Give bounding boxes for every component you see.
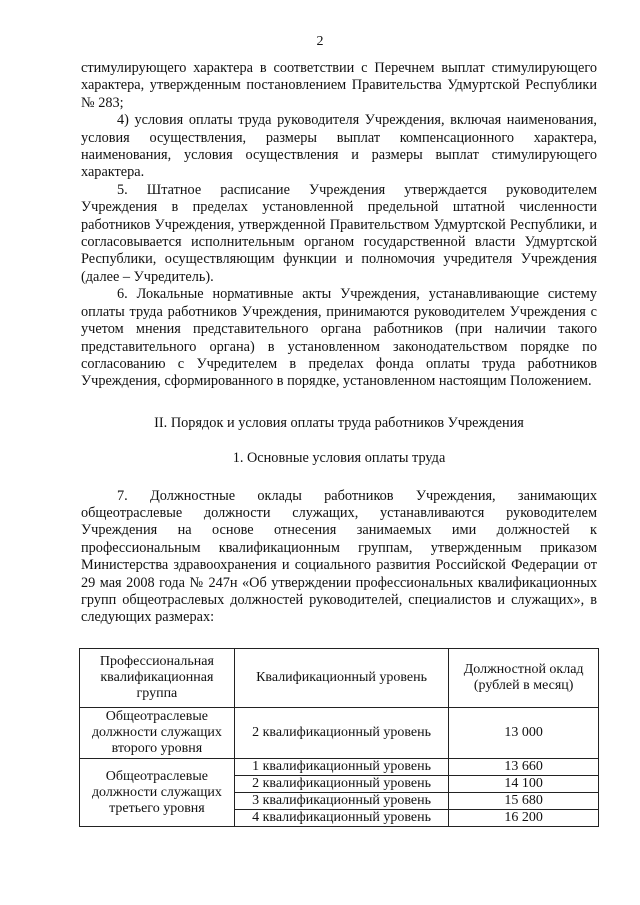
salary-cell: 15 680 — [449, 793, 599, 810]
level-cell: 4 квалификационный уровень — [234, 810, 449, 827]
header-salary: Должностной оклад (рублей в месяц) — [449, 649, 599, 708]
salary-table — [79, 648, 599, 827]
salary-cell: 13 000 — [449, 708, 599, 759]
level-cell: 2 квалификационный уровень — [234, 776, 449, 793]
salary-cell: 16 200 — [449, 810, 599, 827]
level-cell: 3 квалификационный уровень — [234, 793, 449, 810]
paragraph-7: 7. Должностные оклады работников Учреждения, занимающих общеотраслевые должности служащих, устанавливаются руководителем Учреждения на основе отнесения занимаемых ими должностей к профессиональным квалификационным группам, утвержденным приказом Министерства здравоохранения и социального развития Российской Федерации от 29 мая 2008 года № 247н «Об утверждении профессиональных квалификационных групп общеотраслевых должностей руководителей, специалистов и служащих», в следующих размерах: — [81, 487, 597, 626]
table-header-row — [80, 649, 599, 708]
paragraph-item-4: 4) условия оплаты труда руководителя Учреждения, включая наименования, условия осуществления, размеры выплат компенсационного характера, наименования, условия осуществления и размеры выплат стимулирующего характера. — [81, 112, 597, 181]
table-row — [80, 759, 599, 776]
level-cell: 2 квалификационный уровень — [234, 708, 449, 759]
section-heading: II. Порядок и условия оплаты труда работников Учреждения — [154, 414, 524, 431]
group-cell: Общеотраслевые должности служащих второго уровня — [80, 708, 235, 759]
document-body — [81, 60, 597, 627]
paragraph-6: 6. Локальные нормативные акты Учреждения, устанавливающие систему оплаты труда работников Учреждения, принимаются руководителем Учреждения с учетом мнения представительного органа работников (при наличии такого представительного органа) в установленном законодательством порядке по согласованию с Учредителем в пределах фонда оплаты труда работников Учреждения, сформированного в порядке, установленном настоящим Положением. — [81, 286, 597, 390]
page-number: 2 — [316, 34, 324, 49]
salary-cell: 14 100 — [449, 776, 599, 793]
salary-cell: 13 660 — [449, 759, 599, 776]
header-level: Квалификационный уровень — [234, 649, 449, 708]
paragraph-5: 5. Штатное расписание Учреждения утверждается руководителем Учреждения в пределах установленной предельной штатной численности работников Учреждения, утвержденной Правительством Удмуртской Республики, и согласовывается исполнительным органом государственной власти Удмуртской Республики, осуществляющим функции и полномочия учредителя Учреждения (далее – Учредитель). — [81, 181, 597, 285]
paragraph-continuation: стимулирующего характера в соответствии с Перечнем выплат стимулирующего характера, утвержденным постановлением Правительства Удмуртской Республики № 283; — [81, 60, 597, 111]
level-cell: 1 квалификационный уровень — [234, 759, 449, 776]
table-row — [80, 708, 599, 759]
header-group: Профессиональная квалификационная группа — [80, 649, 235, 708]
group-cell: Общеотраслевые должности служащих третьего уровня — [80, 759, 235, 827]
subsection-heading: 1. Основные условия оплаты труда — [232, 450, 446, 467]
